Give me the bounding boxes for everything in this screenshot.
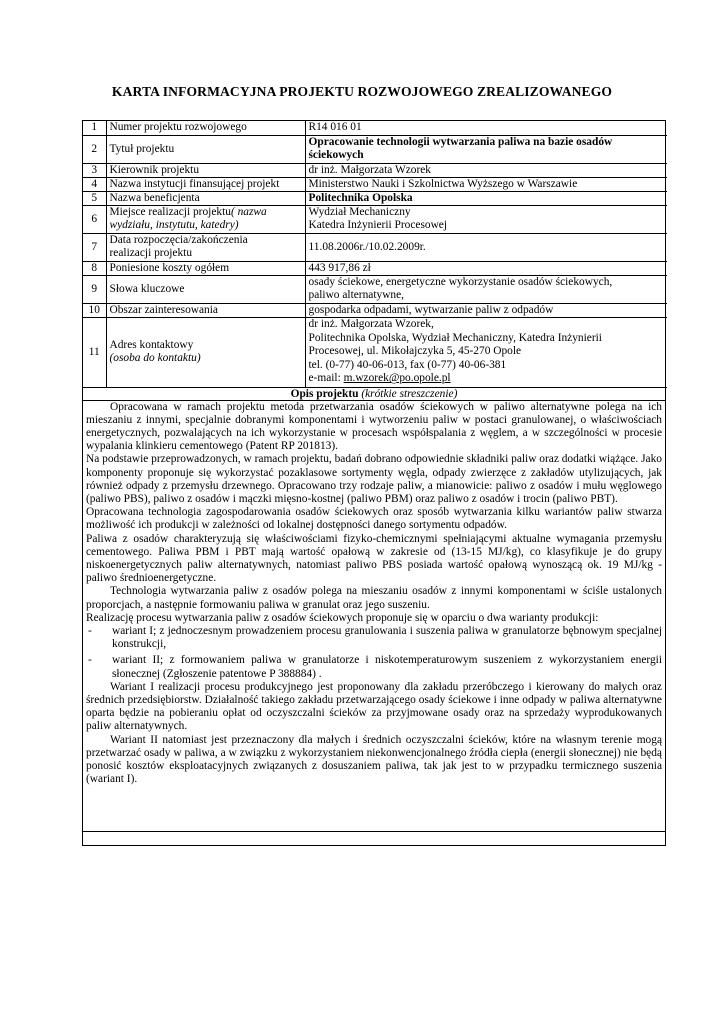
- row-number: 2: [83, 135, 106, 163]
- value-line: Procesowej, ul. Mikołajczyka 5, 45-270 Opole: [308, 345, 522, 358]
- project-title-line: Opracowanie technologii wytwarzania paliwa na bazie osadów: [308, 136, 613, 148]
- list-item: [86, 654, 662, 680]
- field-value: 11.08.2006r./10.02.2009r.: [305, 233, 667, 261]
- table-row: [83, 303, 667, 317]
- field-value: [305, 317, 667, 387]
- table-row: [83, 121, 667, 135]
- table-row: [83, 275, 667, 303]
- field-value: [305, 275, 667, 303]
- field-value: Politechnika Opolska: [305, 191, 667, 205]
- row-number: 6: [83, 205, 106, 233]
- summary-paragraph: Na podstawie przeprowadzonych, w ramach projektu, badań dobrano odpowiednie składniki paliw oraz dodatki wiążące. Jako komponenty proponuje się wykorzystać pozaklasowe sortymenty węgla, odpady zwierzęce z zakładów utylizujących, jak również odpady z przemysłu drzewnego. Opracowano trzy rodzaje paliw, a mianowicie: paliwo z osadów i mułu węglowego (paliwo PBS), paliwo z osadów i mączki mięsno-kostnej (paliwo PBM) oraz paliwo z osadów i trocin (paliwo PBT).: [86, 453, 662, 505]
- field-label: [106, 317, 305, 387]
- field-label: Kierownik projektu: [106, 163, 305, 177]
- row-number: 9: [83, 275, 106, 303]
- field-label: Nazwa beneficjenta: [106, 191, 305, 205]
- field-value: R14 016 01: [305, 121, 667, 135]
- value-line: Wydział Mechaniczny: [308, 206, 411, 218]
- row-number: 11: [83, 317, 106, 387]
- summary-paragraph: Realizację procesu wytwarzania paliw z osadów ściekowych proponuje się w oparciu o dwa warianty produkcji:: [86, 611, 599, 624]
- bullet-dash: -: [88, 624, 92, 637]
- row-number: 7: [83, 233, 106, 261]
- row-number: 4: [83, 177, 106, 191]
- bottom-divider: [83, 831, 665, 832]
- list-item-text: wariant I; z jednoczesnym prowadzeniem procesu granulowania i suszenia paliwa w granulatorze bębnowym specjalnej konstrukcji,: [112, 624, 662, 651]
- label-note: wydziału, instytutu, katedry): [109, 219, 239, 231]
- table-row: [83, 205, 667, 233]
- table-row: [83, 191, 667, 205]
- value-line: [309, 372, 665, 386]
- summary-paragraph: Paliwa z osadów charakteryzują się właściwościami fizyko-chemicznymi spełniającymi aktualne wymagania przemysłu cementowego. Paliwa PBM i PBT mają wartość opałową w zakresie od (13-15 MJ/kg), co klasyfikuje je do grupy niskoenergetycznych paliw alternatywnych, natomiast paliwo PBS posiada wartość opałową wynoszącą ok. 19 MJ/kg - paliwo średnioenergetyczne.: [86, 532, 662, 585]
- summary-heading-note: (krótkie streszczenie): [361, 387, 458, 400]
- value-line: osady ściekowe, energetyczne wykorzystanie osadów ściekowych,: [308, 276, 613, 288]
- field-label: [106, 205, 305, 233]
- project-info-table: [83, 121, 667, 388]
- field-value: [305, 135, 667, 163]
- label-line: realizacji projektu: [109, 247, 193, 259]
- field-label: Nazwa instytucji finansującej projekt: [106, 177, 305, 191]
- value-line: Katedra Inżynierii Procesowej: [308, 219, 448, 231]
- field-label: Numer projektu rozwojowego: [106, 121, 305, 135]
- value-line: tel. (0-77) 40-06-013, fax (0-77) 40-06-381: [308, 358, 507, 371]
- label-note: ( nazwa: [230, 206, 267, 218]
- field-value: gospodarka odpadami, wytwarzanie paliw z odpadów: [305, 303, 667, 317]
- summary-paragraph: Wariant II natomiast jest przeznaczony dla małych i średnich oczyszczalni ścieków, które na własnym terenie mogą przetwarzać osady w paliwa, a w związku z wykorzystaniem niekonwencjonalnego źródła ciepła (energii słonecznej) nie będą ponosić kosztów eksploatacyjnych związanych z dosuszaniem paliwa, tak jak jest to w przypadku termicznego suszenia (wariant I).: [86, 733, 662, 786]
- project-title-line: ściekowych: [308, 149, 364, 161]
- table-row: [83, 317, 667, 387]
- summary-heading: [83, 388, 665, 401]
- row-number: 3: [83, 163, 106, 177]
- list-item-text: wariant II; z formowaniem paliwa w granulatorze i niskotemperaturowym suszeniem z wykorzystaniem energii słonecznej (Zgłoszenie patentowe P 388884) .: [112, 654, 662, 680]
- table-row: [83, 261, 667, 275]
- email-prefix: e-mail:: [308, 372, 344, 385]
- summary-heading-text: Opis projektu: [290, 387, 359, 400]
- field-label: Obszar zainteresowania: [106, 303, 305, 317]
- table-row: [83, 135, 667, 163]
- field-label: Poniesione koszty ogółem: [106, 261, 305, 275]
- summary-paragraph: Wariant I realizacji procesu produkcyjnego jest proponowany dla zakładu przeróbczego i kierowany do małych oraz średnich przedsiębiorstw. Działalność takiego zakładu przetwarzającego osady ściekowe i inne odpady w paliwa alternatywne oparta będzie na pobieraniu opłat od oczyszczalni ścieków za przyjmowane osady oraz na sprzedaży wyprodukowanych paliw alternatywnych.: [86, 680, 662, 733]
- project-info-card: [82, 120, 666, 846]
- label-line: [110, 206, 302, 219]
- summary-paragraph: Opracowana technologia zagospodarowania osadów ściekowych oraz sposób wytwarzania kilku wariantów paliw stwarza możliwość ich produkcji w zależności od lokalnej dostępności danego sortymentu odpadów.: [86, 506, 662, 532]
- field-label: Słowa kluczowe: [106, 275, 305, 303]
- value-line: paliwo alternatywne,: [308, 289, 405, 301]
- field-value: [305, 205, 667, 233]
- email-link[interactable]: m.wzorek@po.opole.pl: [343, 372, 451, 385]
- project-summary: [83, 401, 665, 787]
- label-line: Adres kontaktowy: [109, 339, 194, 351]
- document-title: KARTA INFORMACYJNA PROJEKTU ROZWOJOWEGO ZREALIZOWANEGO: [111, 84, 613, 99]
- field-value: Ministerstwo Nauki i Szkolnictwa Wyższego w Warszawie: [305, 177, 667, 191]
- summary-paragraph: Technologia wytwarzania paliw z osadów polega na mieszaniu osadów z innymi komponentami w ściśle ustalonych proporcjach, a następnie formowaniu paliwa w granulat oraz jego suszeniu.: [86, 585, 662, 611]
- field-value: 443 917,86 zł: [305, 261, 667, 275]
- label-note: (osoba do kontaktu): [109, 352, 201, 364]
- summary-paragraph: Opracowana w ramach projektu metoda przetwarzania osadów ściekowych w paliwo alternatywne polega na ich mieszaniu z innymi, specjalnie dobranymi komponentami i wytworzeniu paliw w postaci granulowanej, o właściwościach energetycznych, pozwalających na ich wykorzystanie w procesach współspalania z węglem, a w szczególności w procesie wypalania klinkieru cementowego (Patent RP 201813).: [86, 400, 662, 453]
- table-row: [83, 163, 667, 177]
- label-line: Data rozpoczęcia/zakończenia: [109, 234, 248, 246]
- list-item: [86, 625, 662, 651]
- field-value: dr inż. Małgorzata Wzorek: [305, 163, 667, 177]
- table-row: [83, 233, 667, 261]
- row-number: 5: [83, 191, 106, 205]
- value-line: Politechnika Opolska, Wydział Mechaniczny, Katedra Inżynierii: [308, 331, 602, 344]
- bullet-dash: -: [88, 654, 92, 667]
- row-number: 8: [83, 261, 106, 275]
- value-line: dr inż. Małgorzata Wzorek,: [308, 318, 434, 331]
- field-label: [106, 233, 305, 261]
- field-label: Tytuł projektu: [106, 135, 305, 163]
- table-row: [83, 177, 667, 191]
- row-number: 1: [83, 121, 106, 135]
- row-number: 10: [83, 303, 106, 317]
- label-text: Miejsce realizacji projektu: [109, 206, 231, 218]
